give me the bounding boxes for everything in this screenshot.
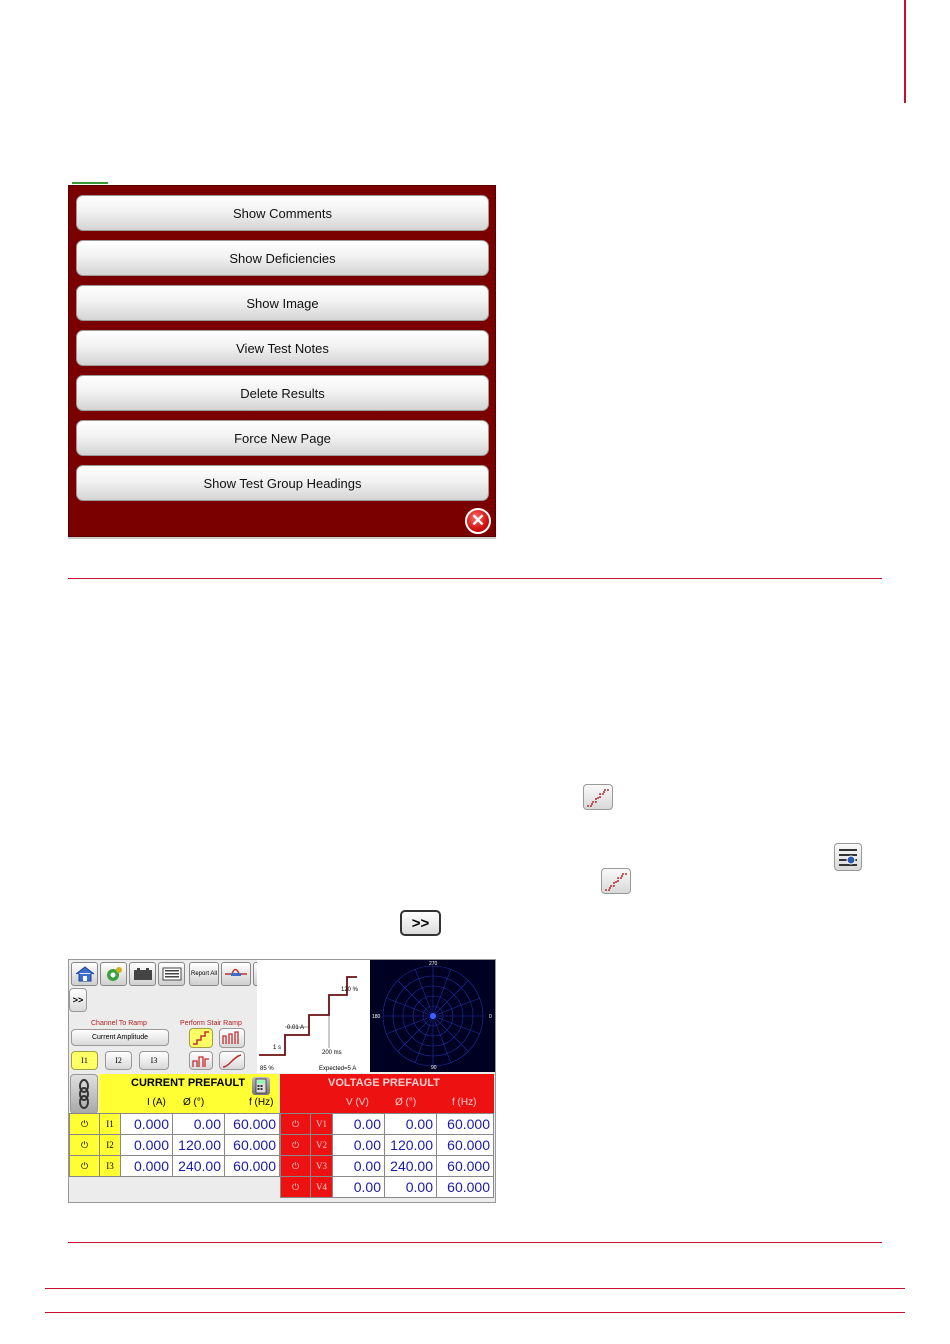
show-test-group-headings-button[interactable]: Show Test Group Headings [76,465,489,501]
section-divider [68,578,882,579]
current-phase-header: Ø (°) [183,1097,205,1108]
power-icon[interactable]: ⏻ [281,1135,311,1156]
show-deficiencies-button[interactable]: Show Deficiencies [76,240,489,276]
frequency-cell[interactable]: 60.000 [437,1177,494,1198]
stair-step-time-label: 200 ms [322,1050,342,1056]
voltage-freq-header: f (Hz) [452,1097,477,1108]
amplitude-cell[interactable]: 0.00 [333,1177,385,1198]
phase-cell[interactable]: 0.00 [385,1114,437,1135]
phase-cell[interactable]: 0.00 [173,1114,225,1135]
delete-results-button[interactable]: Delete Results [76,375,489,411]
table-row [70,1114,280,1135]
current-prefault-title: CURRENT PREFAULT [131,1077,246,1089]
force-new-page-button[interactable]: Force New Page [76,420,489,456]
waveform-icon[interactable] [221,962,251,986]
current-freq-header: f (Hz) [249,1097,274,1108]
chain-link-icon[interactable] [70,1074,98,1114]
frequency-cell[interactable]: 60.000 [225,1156,280,1177]
linear-ramp-icon[interactable] [219,1051,245,1070]
pulse-ramp-icon[interactable] [219,1028,245,1048]
table-row [70,1135,280,1156]
stair-ramp-icon[interactable] [601,868,631,894]
channel-label: I3 [100,1156,121,1177]
stair-step-icon[interactable] [189,1028,213,1048]
amplitude-cell[interactable]: 0.00 [333,1156,385,1177]
table-row [70,1156,280,1177]
phase-cell[interactable]: 240.00 [173,1156,225,1177]
voltage-prefault-table [280,1113,494,1198]
channel-i3-button[interactable]: I3 [139,1051,169,1070]
stair-expected-label: Expected=5 A [319,1066,357,1072]
list-settings-icon[interactable] [834,843,862,871]
phase-cell[interactable]: 0.00 [385,1177,437,1198]
power-icon[interactable]: ⏻ [281,1114,311,1135]
channel-select[interactable]: Current Amplitude [71,1029,169,1046]
battery-icon[interactable] [129,962,156,986]
channel-label: V2 [311,1135,333,1156]
amplitude-cell[interactable]: 0.00 [333,1114,385,1135]
stair-top-label: 120 % [341,987,359,993]
table-row [281,1177,494,1198]
section-divider [68,1242,882,1243]
stair-ramp-diagram [257,960,370,1073]
voltage-phase-header: Ø (°) [395,1097,417,1108]
channel-label: V1 [311,1114,333,1135]
power-icon[interactable]: ⏻ [281,1177,311,1198]
polar-bottom-label: 90 [431,1065,437,1071]
current-prefault-table [69,1113,280,1177]
list-icon[interactable] [158,962,185,986]
channel-label: V3 [311,1156,333,1177]
panel-shadow [68,537,496,539]
frequency-cell[interactable]: 60.000 [437,1156,494,1177]
power-icon[interactable]: ⏻ [281,1156,311,1177]
frequency-cell[interactable]: 60.000 [225,1114,280,1135]
channel-label: I1 [100,1114,121,1135]
show-image-button[interactable]: Show Image [76,285,489,321]
stair-plot-svg [257,960,370,1073]
settings-icon[interactable] [100,962,127,986]
phase-cell[interactable]: 120.00 [173,1135,225,1156]
amplitude-cell[interactable]: 0.00 [333,1135,385,1156]
amplitude-cell[interactable]: 0.000 [121,1156,173,1177]
voltage-prefault-header [280,1074,494,1114]
amplitude-cell[interactable]: 0.000 [121,1114,173,1135]
footer-rule [45,1312,905,1313]
footer-rule [45,1288,905,1289]
report-all-button[interactable]: Report All [189,962,219,986]
stair-step-label: 0.01 A [287,1025,305,1031]
home-icon[interactable] [71,962,98,986]
table-row [281,1114,494,1135]
polar-left-label: 180 [372,1014,381,1020]
show-comments-button[interactable]: Show Comments [76,195,489,231]
frequency-cell[interactable]: 60.000 [437,1135,494,1156]
power-icon[interactable]: ⏻ [70,1135,100,1156]
frequency-cell[interactable]: 60.000 [225,1135,280,1156]
channel-i2-button[interactable]: I2 [105,1051,132,1070]
phasor-polar-plot [370,960,496,1072]
power-icon[interactable]: ⏻ [70,1114,100,1135]
results-options-menu [68,185,496,537]
channel-i1-button[interactable]: I1 [71,1051,98,1070]
pulse-step-icon[interactable] [189,1051,213,1070]
polar-grid-svg [370,960,496,1072]
perform-stair-ramp-label: Perform Stair Ramp [180,1020,242,1027]
channel-label: I2 [100,1135,121,1156]
calculator-icon[interactable] [252,1077,270,1095]
page-edge-line [904,0,906,103]
power-icon[interactable]: ⏻ [70,1156,100,1177]
table-row [281,1156,494,1177]
table-row [281,1135,494,1156]
stair-ramp-test-screen [68,959,496,1203]
close-icon[interactable]: ✕ [465,508,491,534]
expand-panel-button[interactable]: >> [69,988,87,1012]
voltage-prefault-title: VOLTAGE PREFAULT [328,1077,440,1089]
expand-arrows-button[interactable]: >> [400,910,441,936]
polar-right-label: 0 [489,1014,492,1020]
current-prefault-header [99,1074,279,1114]
view-test-notes-button[interactable]: View Test Notes [76,330,489,366]
phase-cell[interactable]: 120.00 [385,1135,437,1156]
channel-to-ramp-label: Channel To Ramp [91,1020,147,1027]
frequency-cell[interactable]: 60.000 [437,1114,494,1135]
channel-label: V4 [311,1177,333,1198]
stair-start-label: 85 % [260,1066,274,1072]
green-marker [72,182,108,184]
amplitude-cell[interactable]: 0.000 [121,1135,173,1156]
current-amp-header: I (A) [147,1097,166,1108]
voltage-amp-header: V (V) [346,1097,369,1108]
polar-top-label: 270 [429,961,438,967]
stair-ramp-icon[interactable] [583,784,613,810]
stair-time-label: 1 s [273,1045,282,1051]
phase-cell[interactable]: 240.00 [385,1156,437,1177]
